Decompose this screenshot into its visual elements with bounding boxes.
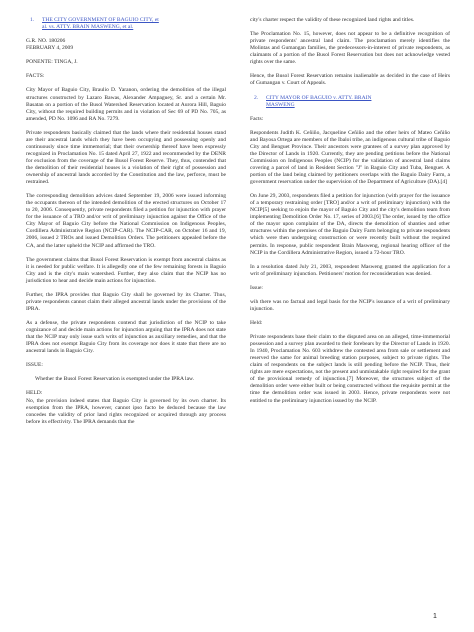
issue-heading: ISSUE: — [26, 362, 43, 369]
case-1-title-line-1[interactable]: THE CITY GOVERNMENT OF BAGUIO CITY, et — [42, 17, 159, 23]
case-2-issue-heading: Issue: — [250, 284, 263, 291]
facts-paragraph-3: The corresponding demolition advices dated September 19, 2006 were issued informing the occupants thereon of the intended demolition of the erected structures on October 17 to 20, 2006. Consequently, private respondents filed a petition for injunction with prayer for the issuance of a TRO and/or writ of preliminary injunction against the Office of the City Mayor of Baguio City before the National Commission on Indigenous Peoples, Cordillera Administrative Region (NCIP-CAR). The NCIP-CAR, on October 16 and 19, 2006, issued 2 TROs and issued Demolition Orders. The petitioners appealed before the CA, and the latter upheld the NCIP and affirmed the TRO. — [26, 193, 226, 249]
case-2-facts-paragraph-3: In a resolution dated July 21, 2003, respondent Masweng granted the application for a writ of preliminary injunction. Petitioners' motion for reconsideration was denied. — [250, 263, 450, 277]
right-column — [250, 17, 450, 412]
case-1-title[interactable] — [26, 17, 226, 31]
case-2-number: 2. — [254, 94, 259, 101]
case-1-number: 1. — [30, 17, 35, 23]
ponente: PONENTE: TINGA, J. — [26, 59, 78, 66]
case-2-facts-paragraph-2: On June 29, 2003, respondents filed a petition for injunction (with prayer for the issuance of a temporary restraining order [TRO] and/or a writ of preliminary injunction) with the NCIP[5] seeking to enjoin the mayor of Baguio City and the city's demolition team from implementing Demolition Order No. 17, series of 2003.[6] The order, issued by the office of the mayor upon complaint of the DA, directs the demolition of shanties and other structures within the premises of the Baguio Dairy Farm belonging to private respondents which were then undergoing construction or were recently built without the required permits. In response, public respondent Brain Masweng, regional hearing officer of the NCIP in the Cordillera Administrative Region, issued a 72-hour TRO. — [250, 193, 450, 256]
issue-text: Whether the Busol Forest Reservation is exempted under the IPRA law. — [35, 376, 195, 383]
case-2-issue-text: wih there was no factual and legal basis for the NCIP's issuance of a writ of preliminary injunction. — [250, 298, 450, 312]
held-continuation-3: Hence, the Busol Forest Reservation remains inalienable as decided in the case of Heirs of Gumangan v. Court of Appeals. — [250, 73, 450, 87]
left-column — [26, 17, 226, 433]
case-2-facts-paragraph-1: Respondents Judith K. Ceñiño, Jacqueline Ceñiño and the other heirs of Mateo Ceñiño and Bayosa Ortega are members of the Ibaloi tribe, an indigenous cultural tribe of Baguio City and Benguet Province. Their ancestors were grantees of a survey plan approved by the Director of Lands in 1920. Currently, they are pending petitions before the National Commission on Indigenous Peoples (NCIP) for the validation of ancestral land claims covering a parcel of land in Resident Section "J" in Baguio City and Tuba, Benguet. A portion of the land being claimed by petitioners overlaps with the Baguio Dairy Farm, a government reservation under the supervision of the Department of Agriculture (DA).[4] — [250, 129, 450, 186]
facts-paragraph-5: Further, the IPRA provides that Baguio City shall be governed by its Charter. Thus, private respondents cannot claim their alleged ancestral lands under the provisions of the IPRA. — [26, 291, 226, 312]
case-1-title-line-2[interactable]: al. vs. ATTY. BRAIN MASWENG, et al. — [42, 24, 134, 31]
case-2-title-line-2[interactable]: MASWENG — [266, 101, 295, 108]
case-2-facts-heading: Facts: — [250, 115, 264, 122]
case-2-title-line-1[interactable]: CITY MAYOR OF BAGUIO v. ATTY. BRAIN — [266, 94, 372, 101]
held-heading: HELD: — [26, 390, 43, 397]
gr-number: G.R. NO. 180206 — [26, 38, 66, 45]
held-continuation-1: city's charter respect the validity of these recognized land rights and titles. — [250, 17, 415, 23]
case-2-title[interactable] — [250, 95, 450, 109]
facts-paragraph-6: As a defense, the private respondents contend that jurisdiction of the NCIP to take cognizance of and decide main actions for injunction arguing that the IPRA does not state that the NCIP may only issue such writs of injunction as auxiliary remedies, and that the IPRA does not exempt Baguio City from its coverage nor does it state that there are no ancestral lands in Baguio City. — [26, 320, 226, 355]
case-2-held-text: Private respondents base their claim to the disputed area on an alleged, time-immemorial possession and a survey plan awarded to their forebears by the Director of Lands in 1920. In 1940, Proclamation No. 603 withdrew the contested area from sale or settlement and reserved the same for animal breeding station purposes, subject to private rights. The claim of respondents on the subject lands is still pending before the NCIP. Thus, their rights are mere expectations, not the present and unmistakable right required for the grant of the provisional remedy of injunction.[7] Moreover, the structures subject of the demolition order were either built or being constructed without the requisite permit at the time the demolition order was issued in 2003. Hence, private respondents were not entitled to the preliminary injunction issued by the NCIP. — [250, 334, 450, 404]
held-continuation-2: The Proclamation No. 15, however, does not appear to be a definitive recognition of private respondents' ancestral land claim. The proclamation merely identifies the Molintas and Gumangan families, the predecessors-in-interest of private respondents, as claimants of a portion of the Busol Forest Reservation but does not acknowledge vested rights over the same. — [250, 31, 450, 66]
facts-paragraph-1: City Mayor of Baguio City, Braulio D. Yaranon, ordering the demolition of the illegal structures constructed by Lazaro Bawas, Alexander Ampaguey, Sr. and a certain Mr. Basatan on a portion of the Busol Watershed Reservation located at Aurora Hill, Baguio City, without the required building permits and in violation of Sec 69 of PD No. 705, as amended, PD No. 1096 and RA No. 7279. — [26, 87, 226, 122]
facts-paragraph-4: The government claims that Busol Forest Reservation is exempt from ancestral claims as it is needed for public welfare. It is allegedly one of the few remaining forests in Baguio City and is the city's main watershed. Further, they also claim that the NCIP has no jurisdiction to hear and decide main actions for injunction. — [26, 256, 226, 284]
facts-paragraph-2: Private respondents basically claimed that the lands where their residential houses stand are their ancestral lands which they have been occupying and possessing openly and continuously since time immemorial; that their ownership thereof have been expressly recognized in Proclamation No. 15 dated April 27, 1922 and recommended by the DENR for exclusion from the coverage of the Busol Forest Reserve. They, thus, contended that the demolition of their residential houses is a violation of their right of possession and ownership of ancestral lands accorded by the Constitution and the law, perforce, must be restrained. — [26, 129, 226, 186]
held-text: No, the provision indeed states that Baguio City is governed by its own charter. Its exemption from the IPRA, however, cannot ipso facto be deduced because the law concedes the validity of prior land rights recognized or acquired through any process before its effectivity. The IPRA demands that the — [26, 397, 226, 425]
facts-heading: FACTS: — [26, 73, 45, 80]
case-2-held-heading: Held: — [250, 320, 263, 327]
page-number: 1 — [433, 613, 437, 620]
decision-date: FEBRUARY 4, 2009 — [26, 45, 74, 52]
